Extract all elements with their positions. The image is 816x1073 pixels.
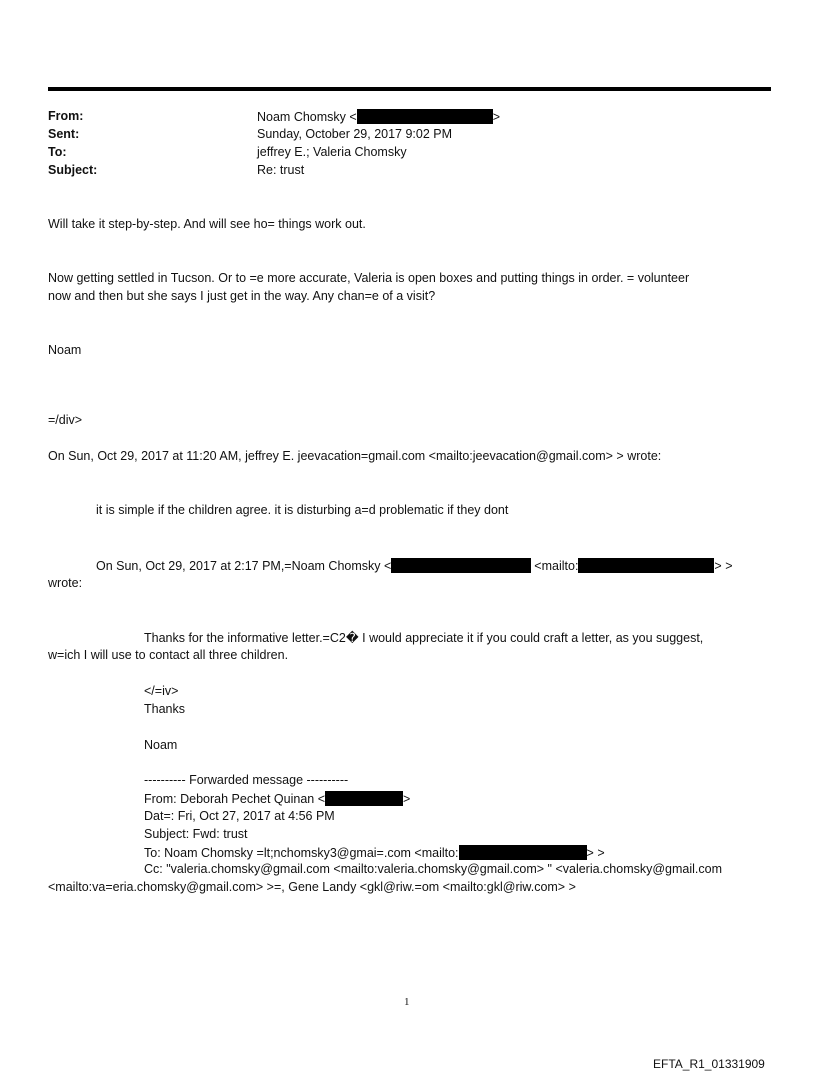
forwarded-divider: ---------- Forwarded message ----------	[144, 773, 349, 787]
forwarded-from	[144, 791, 410, 806]
document-id: EFTA_R1_01331909	[653, 1057, 765, 1071]
thanks-line: Thanks	[144, 702, 185, 716]
redaction-block	[325, 791, 403, 806]
from-close: >	[492, 110, 500, 124]
redaction-block	[391, 558, 531, 573]
quote1-header: On Sun, Oct 29, 2017 at 11:20 AM, jeffrey E. jeevacation=gmail.com <mailto:jeevacation@gmail.com> > wrote:	[48, 449, 662, 463]
quote2-close: > >	[714, 559, 733, 573]
forwarded-subject: Subject: Fwd: trust	[144, 827, 248, 841]
quote2-text-b: w=ich I will use to contact all three children.	[48, 648, 289, 662]
forwarded-cc-b: <mailto:va=eria.chomsky@gmail.com> >=, Gene Landy <gkl@riw.=om <mailto:gkl@riw.com> >	[48, 880, 576, 894]
forwarded-to-close: > >	[586, 846, 605, 860]
body-line-2b: now and then but she says I just get in the way. Any chan=e of a visit?	[48, 289, 436, 303]
header-rule	[48, 87, 771, 91]
forwarded-date: Dat=: Fri, Oct 27, 2017 at 4:56 PM	[144, 809, 335, 823]
quote1-text: it is simple if the children agree. it is disturbing a=d problematic if they dont	[96, 503, 509, 517]
body-line-2a: Now getting settled in Tucson. Or to =e more accurate, Valeria is open boxes and putting things in order. = volunteer	[48, 271, 690, 285]
redaction-block	[578, 558, 714, 573]
iv-tag: </=iv>	[144, 684, 179, 698]
forwarded-to	[144, 845, 605, 860]
forwarded-from-text: From: Deborah Pechet Quinan <	[144, 792, 325, 806]
from-name: Noam Chomsky <	[257, 110, 357, 124]
page-number: 1	[404, 996, 410, 1008]
from-label: From:	[48, 109, 84, 123]
subject-label: Subject:	[48, 163, 98, 177]
body-line-1: Will take it step-by-step. And will see ho= things work out.	[48, 217, 366, 231]
signature-1: Noam	[48, 343, 82, 357]
from-value	[257, 109, 500, 124]
to-value: jeffrey E.; Valeria Chomsky	[257, 145, 407, 159]
sent-value: Sunday, October 29, 2017 9:02 PM	[257, 127, 453, 141]
sent-label: Sent:	[48, 127, 80, 141]
quote2-header	[96, 558, 733, 573]
redaction-block	[459, 845, 587, 860]
to-label: To:	[48, 145, 67, 159]
signature-2: Noam	[144, 738, 178, 752]
quote2-mailto: <mailto:	[534, 559, 579, 573]
forwarded-from-close: >	[403, 792, 411, 806]
forwarded-to-text: To: Noam Chomsky =lt;nchomsky3@gmai=.com <mailto:	[144, 846, 459, 860]
quote2-header-text: On Sun, Oct 29, 2017 at 2:17 PM,=Noam Chomsky <	[96, 559, 392, 573]
forwarded-cc-a: Cc: "valeria.chomsky@gmail.com <mailto:valeria.chomsky@gmail.com> " <valeria.chomsky@gmail.com	[144, 862, 723, 876]
quote2-wrote: wrote:	[48, 576, 83, 590]
quote2-text-a: Thanks for the informative letter.=C2� I would appreciate it if you could craft a letter, as you suggest,	[144, 631, 704, 645]
subject-value: Re: trust	[257, 163, 305, 177]
redaction-block	[357, 109, 493, 124]
div-tag: =/div>	[48, 413, 83, 427]
